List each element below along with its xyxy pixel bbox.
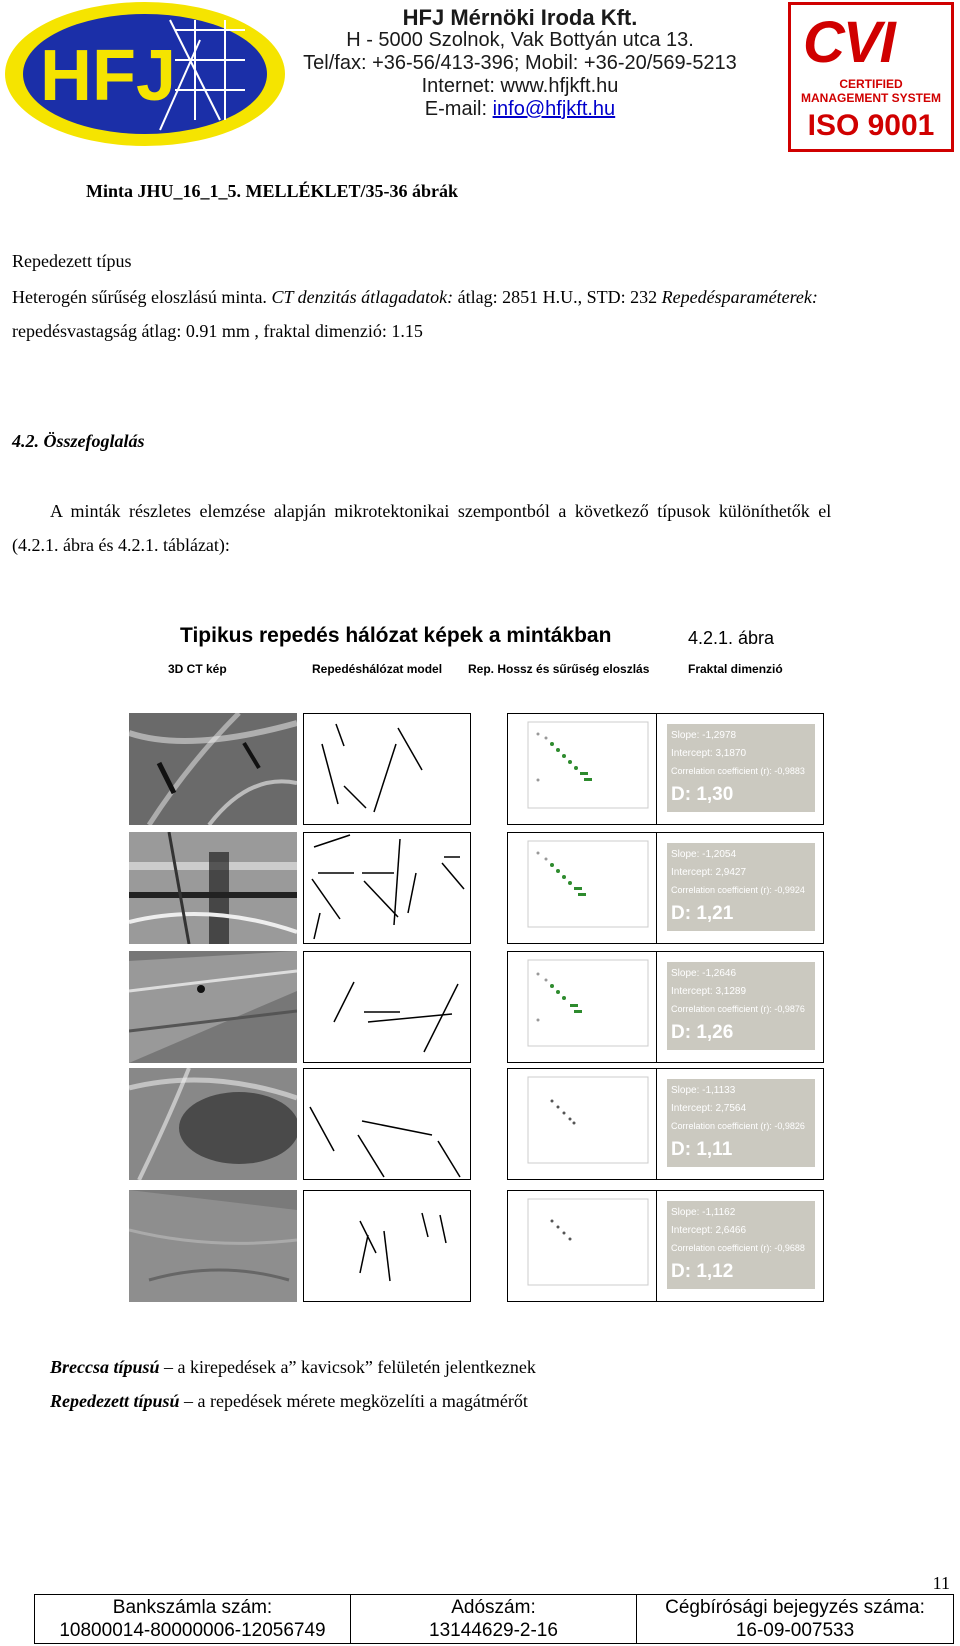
col-header-ct: 3D CT kép bbox=[168, 662, 227, 676]
fractal-stats bbox=[656, 951, 824, 1063]
stats-box bbox=[667, 1079, 815, 1167]
distribution-plot bbox=[507, 1190, 675, 1302]
company-internet: Internet: www.hfjkft.hu bbox=[421, 75, 619, 97]
registration-cell bbox=[637, 1595, 954, 1644]
summary-line1: A minták részletes elemzése alapján mikrotektonikai szempontból a következő típusok különíthetők el bbox=[50, 501, 832, 521]
company-address: H - 5000 Szolnok, Vak Bottyán utca 13. bbox=[346, 29, 694, 51]
description-line1 bbox=[12, 286, 818, 308]
slope-value: Slope: -1,2646 bbox=[671, 968, 737, 979]
ct-image bbox=[129, 832, 297, 944]
company-info bbox=[300, 6, 740, 121]
correlation-value: Correlation coefficient (r): -0,9688 bbox=[671, 1243, 805, 1253]
distribution-plot bbox=[507, 832, 675, 944]
crack-network-model bbox=[303, 1190, 471, 1302]
ct-image bbox=[129, 713, 297, 825]
breccia-term: Breccsa típusú bbox=[50, 1357, 160, 1377]
fractal-dimension-value: D: 1,26 bbox=[671, 1022, 734, 1043]
ct-image bbox=[129, 1068, 297, 1180]
sample-title: Minta JHU_16_1_5. MELLÉKLET/35-36 ábrák bbox=[86, 181, 459, 201]
figure-title: Tipikus repedés hálózat képek a mintákban bbox=[180, 624, 612, 647]
bank-label: Bankszámla szám: bbox=[112, 1597, 273, 1618]
fractured-type-line bbox=[50, 1390, 528, 1412]
email-link[interactable]: info@hfjkft.hu bbox=[492, 98, 616, 120]
correlation-value: Correlation coefficient (r): -0,9826 bbox=[671, 1121, 805, 1131]
fractal-dimension-value: D: 1,11 bbox=[671, 1139, 733, 1160]
tax-label: Adószám: bbox=[451, 1597, 536, 1618]
stats-box bbox=[667, 724, 815, 812]
intercept-value: Intercept: 2,6466 bbox=[671, 1225, 747, 1236]
figure-number: 4.2.1. ábra bbox=[688, 628, 775, 648]
distribution-plot bbox=[507, 1068, 675, 1180]
fractal-dimension-value: D: 1,12 bbox=[671, 1261, 734, 1282]
intercept-value: Intercept: 3,1289 bbox=[671, 986, 747, 997]
page-number: 11 bbox=[932, 1573, 950, 1593]
ct-image bbox=[129, 951, 297, 1063]
stats-box bbox=[667, 962, 815, 1050]
distribution-plot bbox=[507, 951, 675, 1063]
tax-value: 13144629-2-16 bbox=[429, 1620, 558, 1641]
fractal-stats bbox=[656, 832, 824, 944]
breccia-text: – a kirepedések a” kavicsok” felületén jelentkeznek bbox=[159, 1357, 536, 1377]
intercept-value: Intercept: 3,1870 bbox=[671, 748, 747, 759]
tax-number-cell bbox=[351, 1595, 637, 1644]
reg-value: 16-09-007533 bbox=[735, 1620, 855, 1641]
desc-part1: Heterogén sűrűség eloszlású minta. bbox=[12, 287, 272, 307]
iso-certificate-badge bbox=[788, 2, 954, 152]
ct-label: CT denzitás átlagadatok: bbox=[271, 287, 454, 307]
cvi-logo: CVI bbox=[803, 10, 894, 75]
crack-network-model bbox=[303, 951, 471, 1063]
intercept-value: Intercept: 2,9427 bbox=[671, 867, 747, 878]
fractal-dimension-value: D: 1,21 bbox=[671, 903, 734, 924]
fractal-stats bbox=[656, 1190, 824, 1302]
summary-line2: (4.2.1. ábra és 4.2.1. táblázat): bbox=[12, 535, 230, 555]
bank-value: 10800014-80000006-12056749 bbox=[59, 1620, 326, 1641]
cert-line1: CERTIFIED bbox=[839, 77, 903, 91]
email-label: E-mail: bbox=[424, 98, 493, 120]
cert-text bbox=[791, 77, 951, 105]
stats-box bbox=[667, 843, 815, 931]
footer-table bbox=[34, 1594, 954, 1644]
fractal-stats bbox=[656, 1068, 824, 1180]
distribution-plot bbox=[507, 713, 675, 825]
ct-image bbox=[129, 1190, 297, 1302]
fractured-term: Repedezett típusú bbox=[50, 1391, 180, 1411]
crack-network-model bbox=[303, 713, 471, 825]
company-logo bbox=[0, 0, 290, 150]
correlation-value: Correlation coefficient (r): -0,9924 bbox=[671, 885, 805, 895]
description-line2: repedésvastagság átlag: 0.91 mm , fraktal dimenzió: 1.15 bbox=[12, 321, 423, 341]
type-line: Repedezett típus bbox=[12, 251, 132, 271]
reg-label: Cégbírósági bejegyzés száma: bbox=[665, 1597, 925, 1618]
desc-part2: átlag: 2851 H.U., STD: 232 bbox=[453, 287, 662, 307]
cert-line2: MANAGEMENT SYSTEM bbox=[800, 91, 941, 105]
bank-account-cell bbox=[35, 1595, 351, 1644]
correlation-value: Correlation coefficient (r): -0,9883 bbox=[671, 766, 805, 776]
col-header-distribution: Rep. Hossz és sűrűség eloszlás bbox=[468, 662, 650, 676]
cert-iso: ISO 9001 bbox=[807, 109, 935, 142]
correlation-value: Correlation coefficient (r): -0,9876 bbox=[671, 1004, 805, 1014]
col-header-fractal: Fraktal dimenzió bbox=[688, 662, 783, 676]
col-header-network: Repedéshálózat model bbox=[312, 662, 443, 676]
company-name: HFJ Mérnöki Iroda Kft. bbox=[402, 5, 638, 30]
crack-network-model bbox=[303, 832, 471, 944]
fractured-text: – a repedések mérete megközelíti a magátmérőt bbox=[179, 1391, 528, 1411]
intercept-value: Intercept: 2,7564 bbox=[671, 1103, 747, 1114]
logo-text: HFJ bbox=[40, 36, 177, 116]
section-heading: 4.2. Összefoglalás bbox=[12, 431, 145, 451]
slope-value: Slope: -1,2054 bbox=[671, 849, 737, 860]
stats-box bbox=[667, 1201, 815, 1289]
crack-network-model bbox=[303, 1068, 471, 1180]
slope-value: Slope: -1,1133 bbox=[671, 1085, 736, 1096]
company-email-line bbox=[300, 98, 740, 121]
breccia-type-line bbox=[50, 1356, 536, 1378]
crack-label: Repedésparaméterek: bbox=[661, 287, 818, 307]
slope-value: Slope: -1,1162 bbox=[671, 1207, 736, 1218]
fractal-dimension-value: D: 1,30 bbox=[671, 784, 734, 805]
company-phone: Tel/fax: +36-56/413-396; Mobil: +36-20/569-5213 bbox=[303, 52, 737, 74]
slope-value: Slope: -1,2978 bbox=[671, 730, 737, 741]
fractal-stats bbox=[656, 713, 824, 825]
